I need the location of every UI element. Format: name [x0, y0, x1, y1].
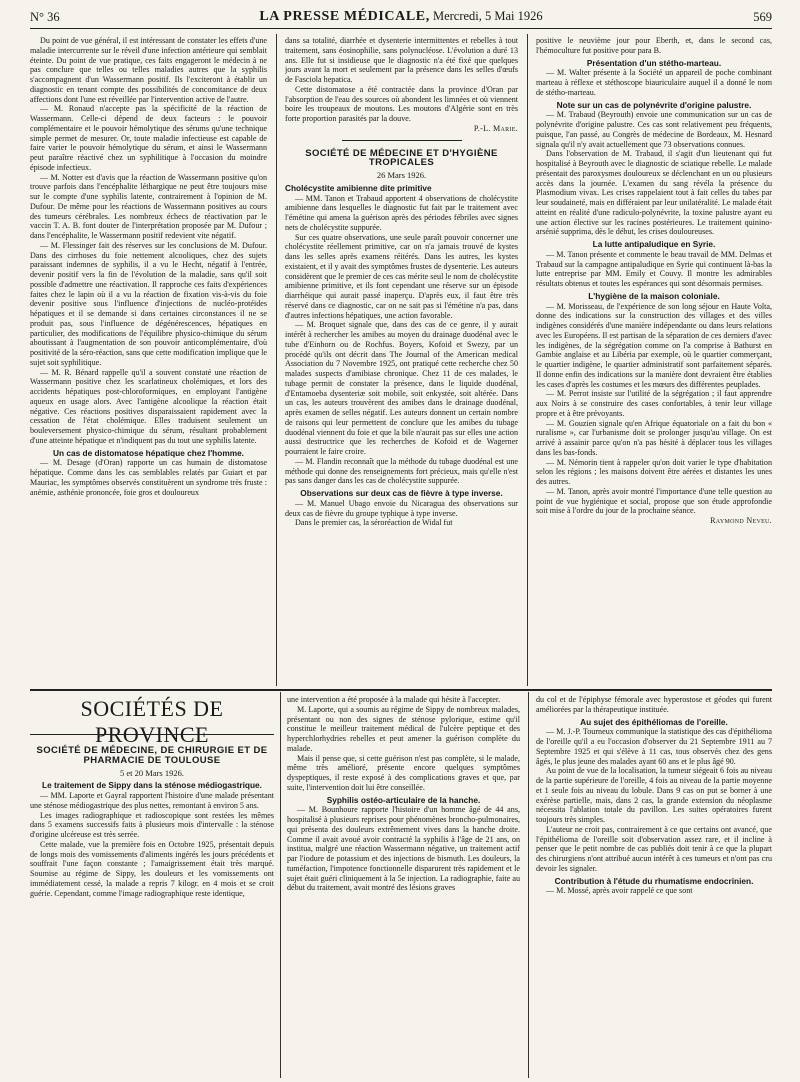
signature: P.-L. Marie. [473, 123, 518, 133]
society-title: SOCIÉTÉ DE MÉDECINE ET D'HYGIÈNE TROPICALES [305, 147, 498, 169]
subheading: Syphilis ostéo-articulaire de la hanche. [326, 794, 481, 805]
paragraph: — MM. Laporte et Gayral rapportent l'histoire d'une malade présentant une sténose médiogastrique des plus nettes, remontant à environ 5 ans. [30, 791, 274, 810]
subheading: Le traitement de Sippy dans la sténose médiogastrique. [42, 780, 262, 791]
paragraph: Au point de vue de la localisation, la tumeur siégeait 6 fois au niveau de la partie supérieure de l'oreille, 4 fois au niveau de la partie moyenne et 1 seule fois au niveau du lobule. Dans 9 cas on put se borner à une exérèse partielle, mais, dans 2 cas, la grande extension du néoplasme nécessita l'ablation totale du pavillon. Les suites opératoires furent toujours très simples. [536, 766, 772, 824]
issue-date: Mercredi, 5 Mai 1926 [429, 9, 543, 23]
paragraph: du col et de l'épiphyse fémorale avec hyperostose et géodes qui furent améliorées par la thérapeutique instituée. [536, 695, 772, 714]
header-rule [30, 28, 772, 29]
society-title: SOCIÉTÉ DE MÉDECINE, DE CHIRURGIE ET DE PHARMACIE DE TOULOUSE [36, 745, 268, 766]
top-column-1 [30, 36, 267, 688]
top-column-2 [285, 36, 518, 688]
paragraph: positive le neuvième jour pour Eberth, et, dans le second cas, l'hémoculture fut positive pour para B. [536, 36, 772, 55]
page-number: 569 [753, 10, 772, 24]
paragraph: M. Laporte, qui a soumis au régime de Sippy de nombreux malades, présentant ou non des signes de sténose pylorique, estime qu'il constitue le meilleur traitement médical de l'ulcère peptique et des hyperchlorhydries rebelles et peut amener la guérison complète du malade. [287, 704, 520, 753]
subheading: Un cas de distomatose hépatique chez l'homme. [52, 447, 244, 458]
subheading: Note sur un cas de polynévrite d'origine palustre. [556, 99, 752, 110]
paragraph: Cette malade, vue la première fois en Octobre 1925, présentait depuis de longs mois des vomissements d'aliments ingérés les jours précédents et souffrait l'une façon constante ; l'amaigrissement était très marqué. Soumise au régime de Sippy, les douleurs et les vomissements ont immédiatement cessé, la malade a repris 7 kilogr. en 4 mois et se croit guérie. Cependant, comme l'image radiographique reste identique, [30, 839, 274, 898]
journal-title [30, 9, 772, 25]
society-date: 5 et 20 Mars 1926. [120, 767, 184, 778]
subheading: La lutte antipaludique en Syrie. [592, 239, 716, 249]
subheading: L'hygiène de la maison coloniale. [588, 290, 720, 301]
paragraph: — MM. Tanon et Trabaud apportent 4 observations de cholécystite amibienne dans lesquelles le diagnostic fut fait par le traitement avec l'émétine qui amena la guérison après des périodes fébriles avec signes nets de cholécystite suppurée. [285, 193, 518, 232]
paragraph: — M. Némorin tient à rappeler qu'on doit varier le type d'habitation selon les régions ; les maisons doivent être aérées et distantes les unes des autres. [536, 457, 772, 486]
paragraph: — M. Walter présente à la Société un appareil de poche combinant marteau à réflexe et stéthoscope biauriculaire auquel il a donné le nom de stétho-marteau. [536, 68, 772, 97]
column-rule [528, 692, 529, 1078]
society-date: 26 Mars 1926. [376, 170, 427, 180]
title-rule [30, 734, 274, 735]
subheading: Contribution à l'étude du rhumatisme endocrinien. [554, 875, 754, 886]
column-rule [527, 34, 528, 686]
paragraph: Dans l'observation de M. Trabaud, il s'agit d'un lieutenant qui fut hospitalisé à Beyrouth avec le diagnostic de sciatique rebelle. Le malade présentait des paroxysmes douloureux se déclenchant en un ou plusieurs accès dans la journée. L'examen du sang révéla la présence du Plasmodium vivax. Les crises rappelaient tout à fait celles du tabes par leur soudaineté, mais en différaient par leur unilatéralité. Le malade était atteint en réalité d'une radiculo-polynévrite, la toxine palustre ayant eu une action élective sur les racines postérieures. Le traitement quinino-arsénié supprima, dès le début, les crises douloureuses. [536, 149, 772, 237]
bottom-column-3 [536, 695, 772, 1078]
paragraph: — M. J.-P. Tourneux communique la statistique des cas d'épithélioma de l'oreille qu'il a eu l'occasion d'observer du 21 Septembre 1911 au 7 Septembre 1925 et qui s'élève à 11 cas, tous observés chez des gens âgés, le plus jeune des malades ayant 60 ans et le plus âgé 90. [536, 727, 772, 766]
paragraph: L'auteur ne croit pas, contrairement à ce que certains ont avancé, que l'épithélioma de l'oreille soit d'observation assez rare, et il incline à penser que le petit nombre de cas publiés doit tenir à ce que la plupart des chirurgiens n'ont attribué aucun intérêt à ces tumeurs et n'ont pas cru devoir les signaler. [536, 824, 772, 873]
bottom-column-1 [30, 740, 274, 1078]
signature: Raymond Neveu. [710, 516, 772, 525]
paragraph: — M. Desage (d'Oran) rapporte un cas humain de distomatose hépatique. Comme dans les cas semblables relatés par Guiart et par Mauriac, les symptômes observés constituèrent un syndrome très fruste : anémie, asthénie prononcée, foie gros et douloureux [30, 458, 267, 497]
paragraph: — M. Perrot insiste sur l'utilité de la ségrégation ; il faut apprendre aux Noirs à se construire des cases confortables, à tenir leur village propre et à être prévoyants. [536, 389, 772, 418]
top-column-3 [536, 36, 772, 688]
paragraph: Dans le premier cas, la séroréaction de Widal fut [295, 518, 453, 528]
subheading: Observations sur deux cas de fièvre à type inverse. [300, 488, 503, 498]
issue-number: N° 36 [30, 10, 60, 24]
paragraph: Sur ces quatre observations, une seule paraît pouvoir concerner une cholécystite réellement primitive, car on n'a jamais trouvé de kystes dans les selles après examens réitérés. Dans les autres, les kystes existaient, et il y avait des symptômes frustes de dysenterie. Les auteurs considèrent que le premier de ces cas mérite seul le nom de cholécystite amibienne primitive, et ils font cependant une réserve sur un épisode diarrhéique qui aurait passé inaperçu. D'après eux, il faut être très réservé dans ce diagnostic, car on ne sait pas si l'émétine n'a pas, dans d'autres infections hépatiques, une action favorable. [285, 232, 518, 320]
paragraph: Les images radiographique et radioscopique sont restées les mêmes dans 5 examens successifs faits à plusieurs mois d'intervalle : la sténose d'origine ulcéreuse est très serrée. [30, 810, 274, 839]
paragraph: — M. Flandin reconnaît que la méthode du tubage duodénal est une méthode qui donne des renseignements fort précieux, mais qu'elle n'est pas sans danger dans les cas de cholécystite suppurée. [285, 456, 518, 486]
paragraph: — M. Ronaud n'accepte pas la spécificité de la réaction de Wassermann. Celle-ci dépend de deux facteurs : le pouvoir complémentaire et le pouvoir hémolytique des sérums qu'une technique simple permet de mesurer. Or, toute maladie infectieuse est capable de faire varier le pouvoir hémolytique du sérum, et ainsi le Wassermann peut paraître réactivé chez un syphilitique à l'occasion du moindre épisode infectieux. [30, 104, 267, 172]
paragraph: — M. Gouzien signale qu'en Afrique équatoriale on a fait du bon « ruralisme », car l'urbanisme doit se prolonger jusqu'au village. On est arrivé à assainir parce qu'on n'a pas hésité à déplacer tous les villages dans les bas-fonds. [536, 418, 772, 457]
section-rule [342, 140, 462, 141]
paragraph: — M. R. Bénard rappelle qu'il a souvent constaté une réaction de Wassermann positive chez les scarlatineux cholémiques, et lors des accidents hépatiques post-chloroformiques, en employant l'antigène aqueux en usage alors. Avec l'antigène alcoolique la réaction était négative. Ces réactions positives disparaissaient rapidement avec la cessation de l'état cholémique. Elles traduisent seulement un bouleversement physico-chimique du sérum, résultant probablement d'une atteinte hépatique et n'indiquent pas du tout une syphilis latente. [30, 367, 267, 445]
column-rule [280, 692, 281, 1078]
section-divider [30, 689, 772, 691]
column-rule [276, 34, 277, 686]
paragraph: Mais il pense que, si cette guérison n'est pas complète, si le malade, même très amélioré, présente encore quelques symptômes dyspeptiques, il reste exposé à des complications graves et que, par suite, l'intervention doit lui être conseillée. [287, 753, 520, 792]
paragraph: — M. Manuel Ubago envoie du Nicaragua des observations sur deux cas de fièvre du groupe typhique à type inverse. [285, 498, 518, 518]
subheading: Cholécystite amibienne dite primitive [285, 182, 432, 193]
paragraph: — M. Tanon, après avoir montré l'importance d'une telle question au point de vue hygiénique et social, propose que son étude approfondie soit mise à l'ordre du jour de la prochaine séance. [536, 486, 772, 516]
paragraph: — M. Trabaud (Beyrouth) envoie une communication sur un cas de polynévrite d'origine palustre. Ces cas sont relativement peu fréquents, puisque, l'an passé, au Congrès de médecine de Bordeaux, M. Hesnard signala qu'il n'y avait actuellement que 73 observations connues. [536, 110, 772, 149]
paragraph: dans sa totalité, diarrhée et dysenterie intermittentes et rebelles à tout traitement, sans éosinophilie, sans polynucléose. L'évolution a duré 13 ans. Elle fut si insidieuse que le diagnostic n'a été fixé que quelques jours avant la mort et seulement par la présence dans les selles d'œufs de Fasciola hepatica. [285, 36, 518, 84]
subheading: Au sujet des épithéliomas de l'oreille. [580, 716, 728, 727]
bottom-column-2 [287, 695, 520, 1078]
paragraph: — M. Morisseau, de l'expérience de son long séjour en Haute Volta, donne des indications sur la construction des villages et des villes indigènes considérés d'une manière indépendante ou dans leurs relations avec les Européens. Il est partisan de la séparation de ces derniers d'avec les indigènes, de la ségrégation comme on l'a comprise à Bathurst en Gambie anglaise et au Libéria par exemple, où le quartier commerçant, le quartier indigène, le quartier administratif sont parfaitement séparés. Il donne enfin des indications sur la manière dont devraient être établies les cases d'après les costumes et les mœurs des différentes peuplades. [536, 301, 772, 389]
section-title: SOCIÉTÉS DE PROVINCE [80, 696, 224, 747]
paragraph: une intervention a été proposée à la malade qui hésite à l'accepter. [287, 695, 501, 704]
page-header [30, 6, 772, 28]
paragraph: — M. Tanon présente et commente le beau travail de MM. Delmas et Trabaud sur la campagne antipaludique en Syrie qui continuent là-bas la lutte entreprise par MM. Emily et Couvy. Il montre les admirables résultats obtenus et toutes les espérances qui sont désormais permises. [536, 249, 772, 288]
subheading: Présentation d'un stétho-marteau. [586, 57, 722, 68]
paragraph: Du point de vue général, il est intéressant de constater les effets d'une maladie intercurrente sur le réveil d'une infection antérieure qui semblait éteinte. Du point de vue pratique, ces faits engageront le médecin à ne pas conclure que telles ou telles maladies autres que la syphilis s'accompagnent d'un Wassermann positif. Ils l'exciteront à établir un diagnostic en tenant compte des possibilités de concomitance de deux affections dont l'une est réveillée par l'intervention active de l'autre. [30, 36, 267, 104]
paragraph: — M. Mossé, après avoir rappelé ce que sont [546, 886, 693, 896]
paragraph: Cette distomatose a été contractée dans la province d'Oran par l'absorption de l'eau des sources où abondent les limnées et où viennent boire les troupeaux de moutons. Les moutons d'Algérie sont en très forte proportion parasités par la douve. [285, 84, 518, 123]
journal-name: LA PRESSE MÉDICALE, [259, 9, 430, 24]
paragraph: — M. Notter est d'avis que la réaction de Wassermann positive qu'on trouve parfois dans l'encéphalite léthargique ne peut être toujours mise sur le compte d'une syphilis latente, contrairement à l'opinion de M. Dufour. De même pour les réactions de Wassermann positives au cours des tumeurs cérébrales. Les nombreux échecs de réactivation par le vaccin T. A. B. font douter de l'interprétation proposée par M. Dufour ; dans l'encéphalite, le Wassermann positif redevient vite négatif. [30, 172, 267, 240]
paragraph: — M. Broquet signale que, dans des cas de ce genre, il y aurait intérêt à rechercher les amibes au moyen du drainage duodénal avec le tube d'Einhorn ou de Rochfus. Boyers, Kofoid et Swezy, par un procédé qu'ils ont décrit dans The Journal of the American medical Association du 7 Novembre 1925, ont pratiqué cette recherche chez 50 malades suspects d'amibiase chronique. Chez 11 de ces malades, le tubage permit de constater la présence, dans le liquide duodénal, d'Entamoeba dysenteriæ soit mobile, soit enkystée, soit altérée. Dans un cas, les auteurs trouvèrent des amibes dans le drainage duodénal, après examen de selles négatif. Les auteurs donnent un certain nombre de raisons qui leur permettent de conclure que les amibes du tubage duodénal viennent du foie et que la bile n'aurait pas sur elles une action aussi destructrice que les recherches de Kofoid et de Wagerner pourraient le faire croire. [285, 320, 518, 456]
paragraph: — M. Flessinger fait des réserves sur les conclusions de M. Dufour. Dans des cirrhoses du foie nettement alcooliques, chez des sujets paraissant indemnes de syphilis, il a vu le Hecht, négatif à l'entrée, devenir positif vers la fin de l'évolution de la maladie, sans qu'il soit possible d'admettre une réactivation. Il rapproche ces faits d'expériences faites chez le lapin où il a vu la réaction de fixation vis-à-vis du foie devenir positive sous l'influence d'injections de nucléo-protéides hépatiques et il se demande si dans certaines circonstances il ne se produit pas, sous l'influence de dégénérescences, hépatiques en particulier, des modifications de l'équilibre physico-chimique du sérum aboutissant à l'augmentation de son pouvoir anticomplémentaire, d'où positivité de la séro-réaction, sans que cette modification implique que le sujet soit syphilitique. [30, 240, 267, 367]
paragraph: — M. Bounhoure rapporte l'histoire d'un homme âgé de 44 ans, hospitalisé à plusieurs reprises pour phénomènes broncho-pulmonaires, qui présenta des douleurs extrêmement vives dans la hanche droite. Comme il avait avoué avoir contracté la syphilis à l'âge de 21 ans, on institua, malgré une réaction Wassermann négative, un traitement actif par l'iodure de potassium et des injections de bismuth. Les douleurs, la tuméfaction, l'impotence fonctionnelle disparurent très rapidement et le sujet était guéri cliniquement à la 5e injection. La radiographie, faite au début du traitement, avait montré des lésions graves [287, 805, 520, 893]
